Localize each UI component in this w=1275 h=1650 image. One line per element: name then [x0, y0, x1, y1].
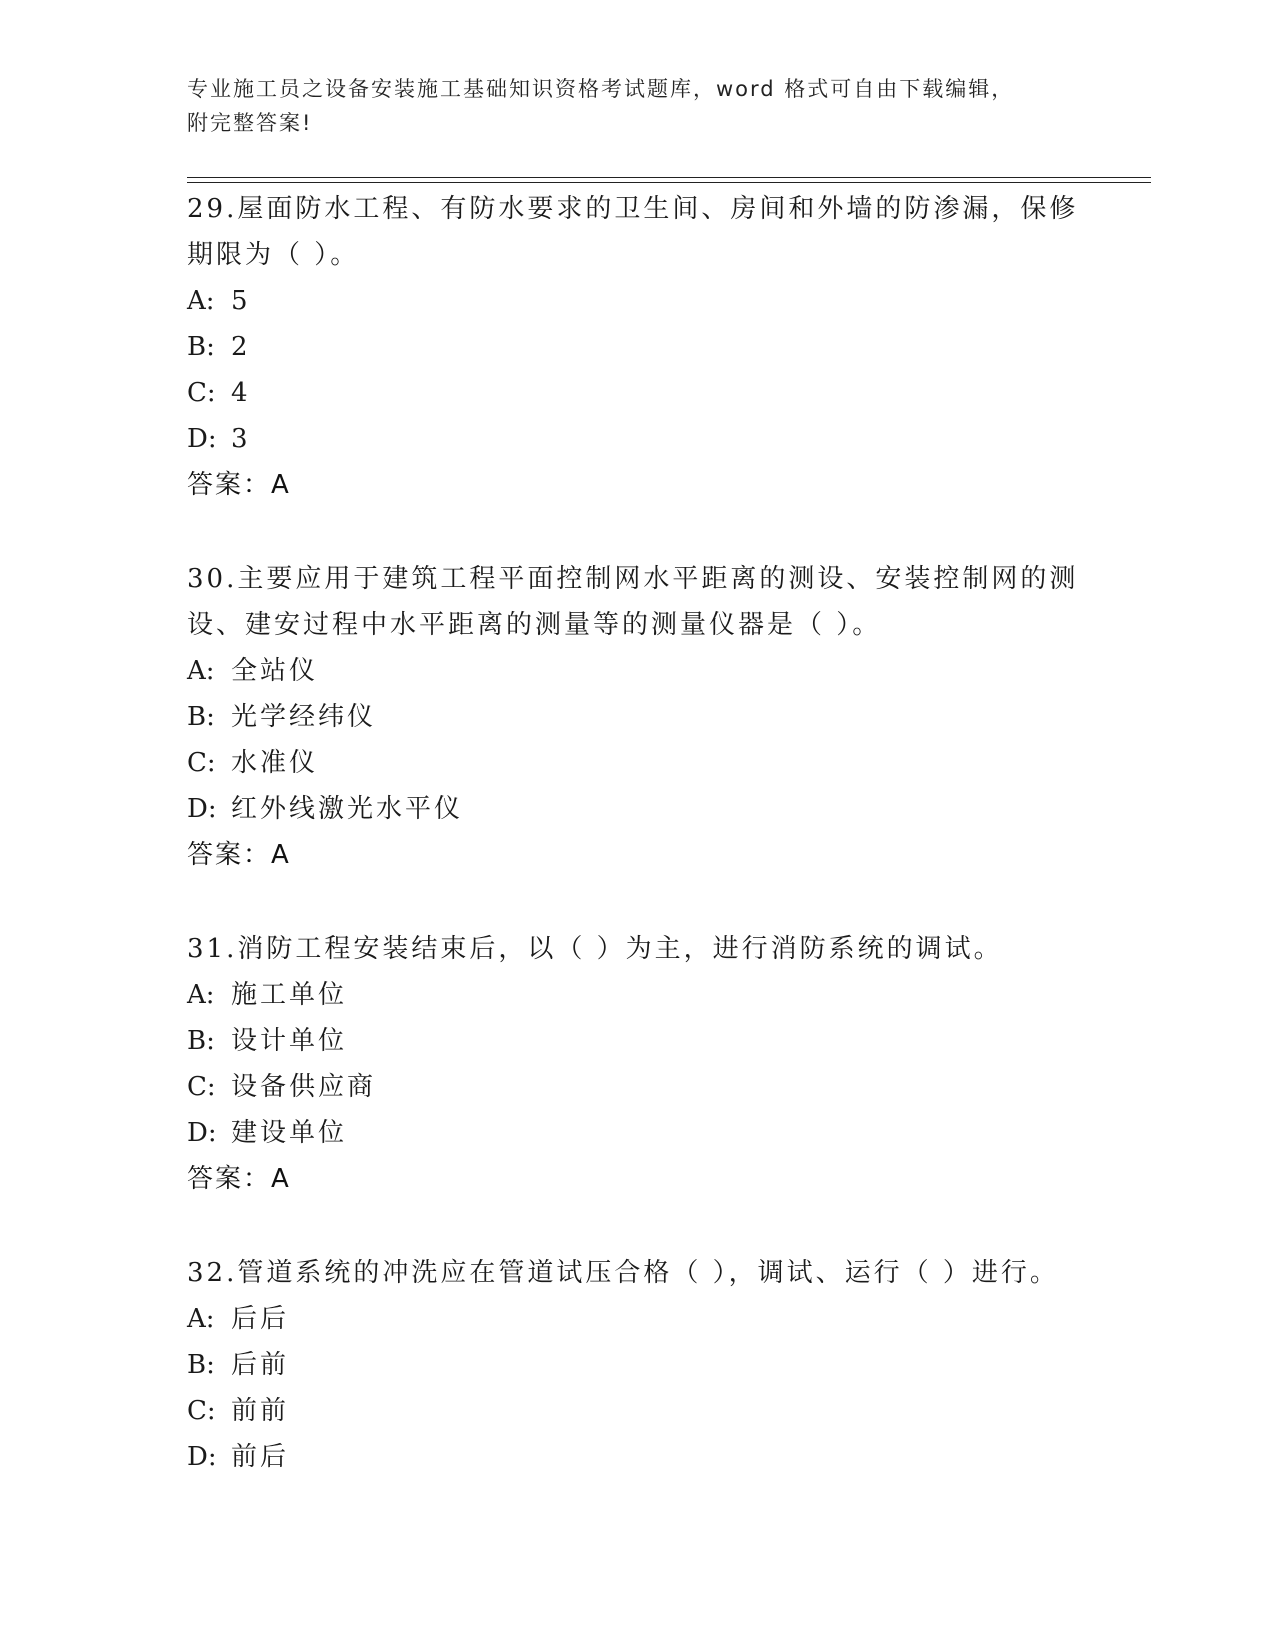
- header-divider-top: [187, 177, 1151, 178]
- question-stem: 29.屋面防水工程、有防水要求的卫生间、房间和外墙的防渗漏，保修期限为（ ）。: [187, 194, 1079, 270]
- header-line-1: 专业施工员之设备安装施工基础知识资格考试题库，word 格式可自由下载编辑，: [187, 77, 1015, 101]
- option-b: [187, 1018, 1087, 1064]
- question-30: [187, 556, 1087, 878]
- option-b: [187, 324, 1087, 370]
- option-label: C:: [187, 1072, 216, 1102]
- option-text: 2: [231, 332, 251, 362]
- option-label: C:: [187, 378, 216, 408]
- option-text: 4: [231, 378, 251, 408]
- question-spacer: [187, 878, 1087, 926]
- option-text: 建设单位: [231, 1118, 348, 1148]
- option-d: [187, 1434, 1087, 1480]
- option-a: [187, 972, 1087, 1018]
- option-c: [187, 740, 1087, 786]
- header-line-2: 附完整答案!: [187, 111, 313, 135]
- option-text: 3: [231, 424, 251, 454]
- option-b: [187, 1342, 1087, 1388]
- question-list: [187, 186, 1087, 1480]
- option-a: [187, 648, 1087, 694]
- option-text: 前前: [231, 1396, 290, 1426]
- option-label: D:: [187, 424, 217, 454]
- option-text: 全站仪: [231, 656, 319, 686]
- option-d: [187, 786, 1087, 832]
- option-label: D:: [187, 1118, 217, 1148]
- question-spacer: [187, 508, 1087, 556]
- option-text: 设备供应商: [231, 1072, 377, 1102]
- option-label: A:: [187, 286, 215, 316]
- option-text: 后后: [231, 1304, 290, 1334]
- option-label: D:: [187, 794, 217, 824]
- option-b: [187, 694, 1087, 740]
- option-label: B:: [187, 702, 215, 732]
- answer-line: 答案：A: [187, 840, 291, 870]
- option-label: B:: [187, 1350, 215, 1380]
- option-label: B:: [187, 332, 215, 362]
- option-text: 设计单位: [231, 1026, 348, 1056]
- option-label: C:: [187, 1396, 216, 1426]
- document-header: [187, 72, 1067, 140]
- option-text: 5: [231, 286, 251, 316]
- question-stem: 31.消防工程安装结束后，以（ ）为主，进行消防系统的调试。: [187, 934, 1003, 964]
- option-text: 施工单位: [231, 980, 348, 1010]
- option-c: [187, 1064, 1087, 1110]
- question-29: [187, 186, 1087, 508]
- option-text: 光学经纬仪: [231, 702, 377, 732]
- option-label: A:: [187, 656, 215, 686]
- option-c: [187, 1388, 1087, 1434]
- question-spacer: [187, 1202, 1087, 1250]
- option-label: D:: [187, 1442, 217, 1472]
- option-text: 后前: [231, 1350, 290, 1380]
- option-d: [187, 1110, 1087, 1156]
- question-stem: 32.管道系统的冲洗应在管道试压合格（ ），调试、运行（ ）进行。: [187, 1258, 1059, 1288]
- option-text: 前后: [231, 1442, 290, 1472]
- option-a: [187, 1296, 1087, 1342]
- option-text: 红外线激光水平仪: [231, 794, 464, 824]
- option-label: A:: [187, 1304, 215, 1334]
- option-label: A:: [187, 980, 215, 1010]
- option-a: [187, 278, 1087, 324]
- question-32: [187, 1250, 1087, 1480]
- question-31: [187, 926, 1087, 1202]
- option-d: [187, 416, 1087, 462]
- option-label: B:: [187, 1026, 215, 1056]
- question-stem: 30.主要应用于建筑工程平面控制网水平距离的测设、安装控制网的测设、建安过程中水平距离的测量等的测量仪器是（ ）。: [187, 564, 1079, 640]
- option-c: [187, 370, 1087, 416]
- header-divider-bottom: [187, 182, 1151, 183]
- answer-line: 答案：A: [187, 470, 291, 500]
- option-text: 水准仪: [231, 748, 319, 778]
- option-label: C:: [187, 748, 216, 778]
- answer-line: 答案：A: [187, 1164, 291, 1194]
